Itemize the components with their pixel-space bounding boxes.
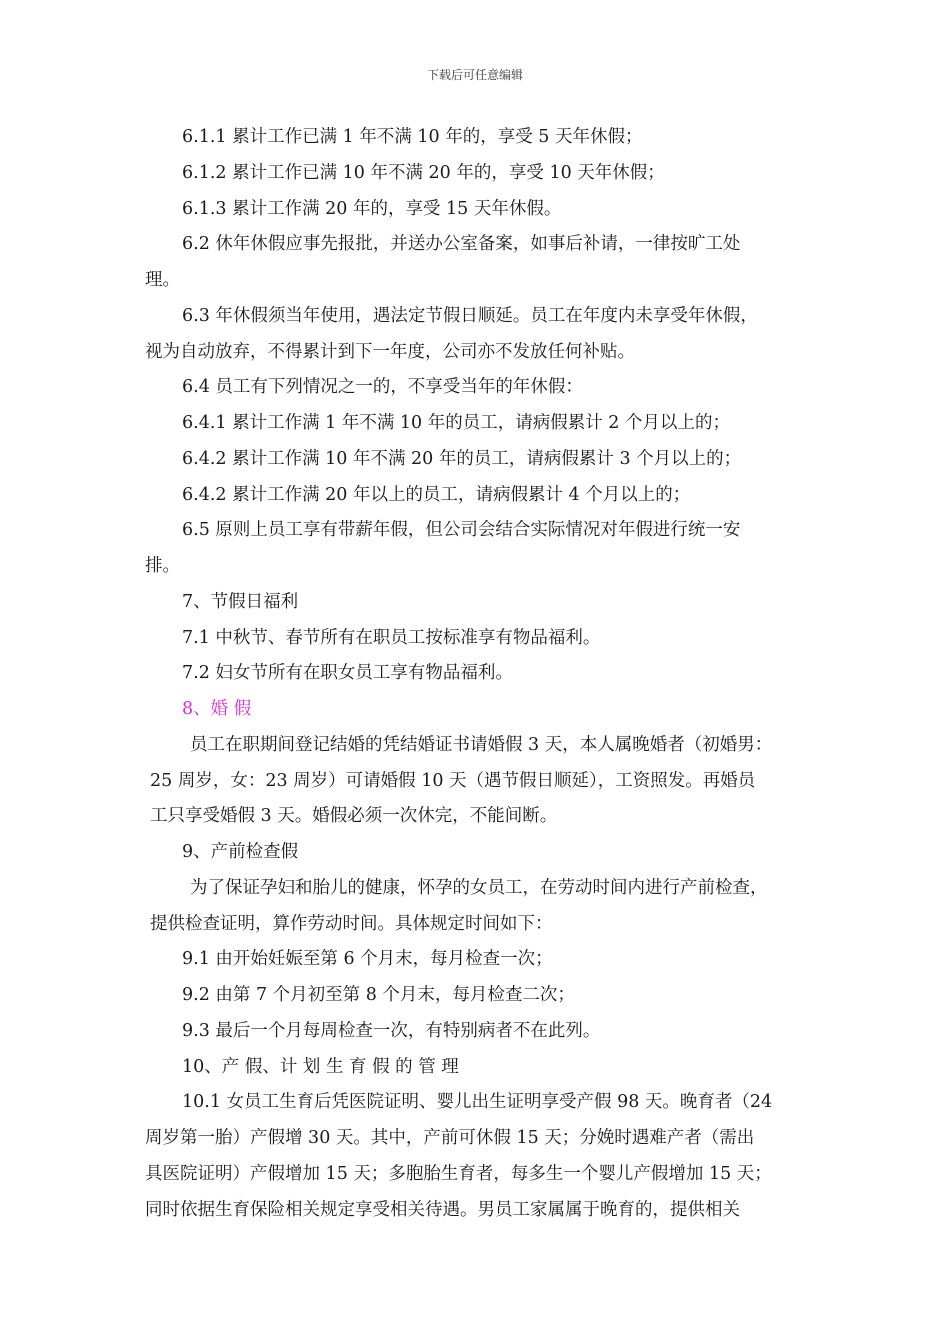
clause-6-1-1: 6.1.1 累计工作已满 1 年不满 10 年的，享受 5 天年休假；	[182, 127, 643, 147]
marriage-leave-para-2: 25 周岁，女：23 周岁）可请婚假 10 天（遇节假日顺延），工资照发。再婚员	[150, 771, 756, 791]
clause-6-4-2b: 6.4.2 累计工作满 20 年以上的员工，请病假累计 4 个月以上的；	[182, 485, 691, 505]
prenatal-para-1: 为了保证孕妇和胎儿的健康，怀孕的女员工，在劳动时间内进行产前检查，	[190, 878, 768, 898]
clause-6-2: 6.2 休年休假应事先报批，并送办公室备案，如事后补请，一律按旷工处	[182, 234, 741, 254]
page-header-note: 下载后可任意编辑	[426, 68, 523, 82]
clause-9-2: 9.2 由第 7 个月初至第 8 个月末，每月检查二次；	[182, 985, 575, 1005]
clause-6-4-1: 6.4.1 累计工作满 1 年不满 10 年的员工，请病假累计 2 个月以上的；	[182, 413, 731, 433]
clause-6-4-2a: 6.4.2 累计工作满 10 年不满 20 年的员工，请病假累计 3 个月以上的；	[182, 449, 742, 469]
clause-10-1-cont-2: 具医院证明）产假增加 15 天；多胞胎生育者，每多生一个婴儿产假增加 15 天；	[145, 1164, 772, 1184]
clause-6-1-3: 6.1.3 累计工作满 20 年的，享受 15 天年休假。	[182, 199, 562, 219]
clause-10-1: 10.1 女员工生育后凭医院证明、婴儿出生证明享受产假 98 天。晚育者（24	[182, 1092, 773, 1112]
section-9-heading: 9、产前检查假	[182, 842, 299, 862]
section-7-heading: 7、节假日福利	[182, 592, 299, 612]
clause-9-1: 9.1 由开始妊娠至第 6 个月末，每月检查一次；	[182, 949, 553, 969]
clause-7-1: 7.1 中秋节、春节所有在职员工按标准享有物品福利。	[182, 628, 601, 648]
marriage-leave-para-1: 员工在职期间登记结婚的凭结婚证书请婚假 3 天，本人属晚婚者（初婚男：	[190, 735, 773, 755]
prenatal-para-2: 提供检查证明，算作劳动时间。具体规定时间如下：	[150, 914, 553, 934]
clause-6-5: 6.5 原则上员工享有带薪年假，但公司会结合实际情况对年假进行统一安	[182, 520, 741, 540]
clause-10-1-cont-1: 周岁第一胎）产假增 30 天。其中，产前可休假 15 天；分娩时遇难产者（需出	[145, 1128, 755, 1148]
section-10-heading: 10、产 假、计 划 生 育 假 的 管 理	[182, 1057, 459, 1077]
clause-6-2-cont: 理。	[145, 270, 180, 290]
clause-6-1-2: 6.1.2 累计工作已满 10 年不满 20 年的，享受 10 天年休假；	[182, 163, 665, 183]
marriage-leave-para-3: 工只享受婚假 3 天。婚假必须一次休完，不能间断。	[150, 806, 558, 826]
clause-6-3: 6.3 年休假须当年使用，遇法定节假日顺延。员工在年度内未享受年休假，	[182, 306, 758, 326]
clause-9-3: 9.3 最后一个月每周检查一次，有特别病者不在此列。	[182, 1021, 601, 1041]
clause-6-5-cont: 排。	[145, 556, 180, 576]
clause-6-3-cont: 视为自动放弃，不得累计到下一年度，公司亦不发放任何补贴。	[145, 342, 635, 362]
clause-6-4: 6.4 员工有下列情况之一的，不享受当年的年休假：	[182, 377, 583, 397]
clause-7-2: 7.2 妇女节所有在职女员工享有物品福利。	[182, 663, 513, 683]
section-8-heading: 8、婚 假	[182, 699, 252, 719]
clause-10-1-cont-3: 同时依据生育保险相关规定享受相关待遇。男员工家属属于晚育的，提供相关	[145, 1200, 740, 1220]
